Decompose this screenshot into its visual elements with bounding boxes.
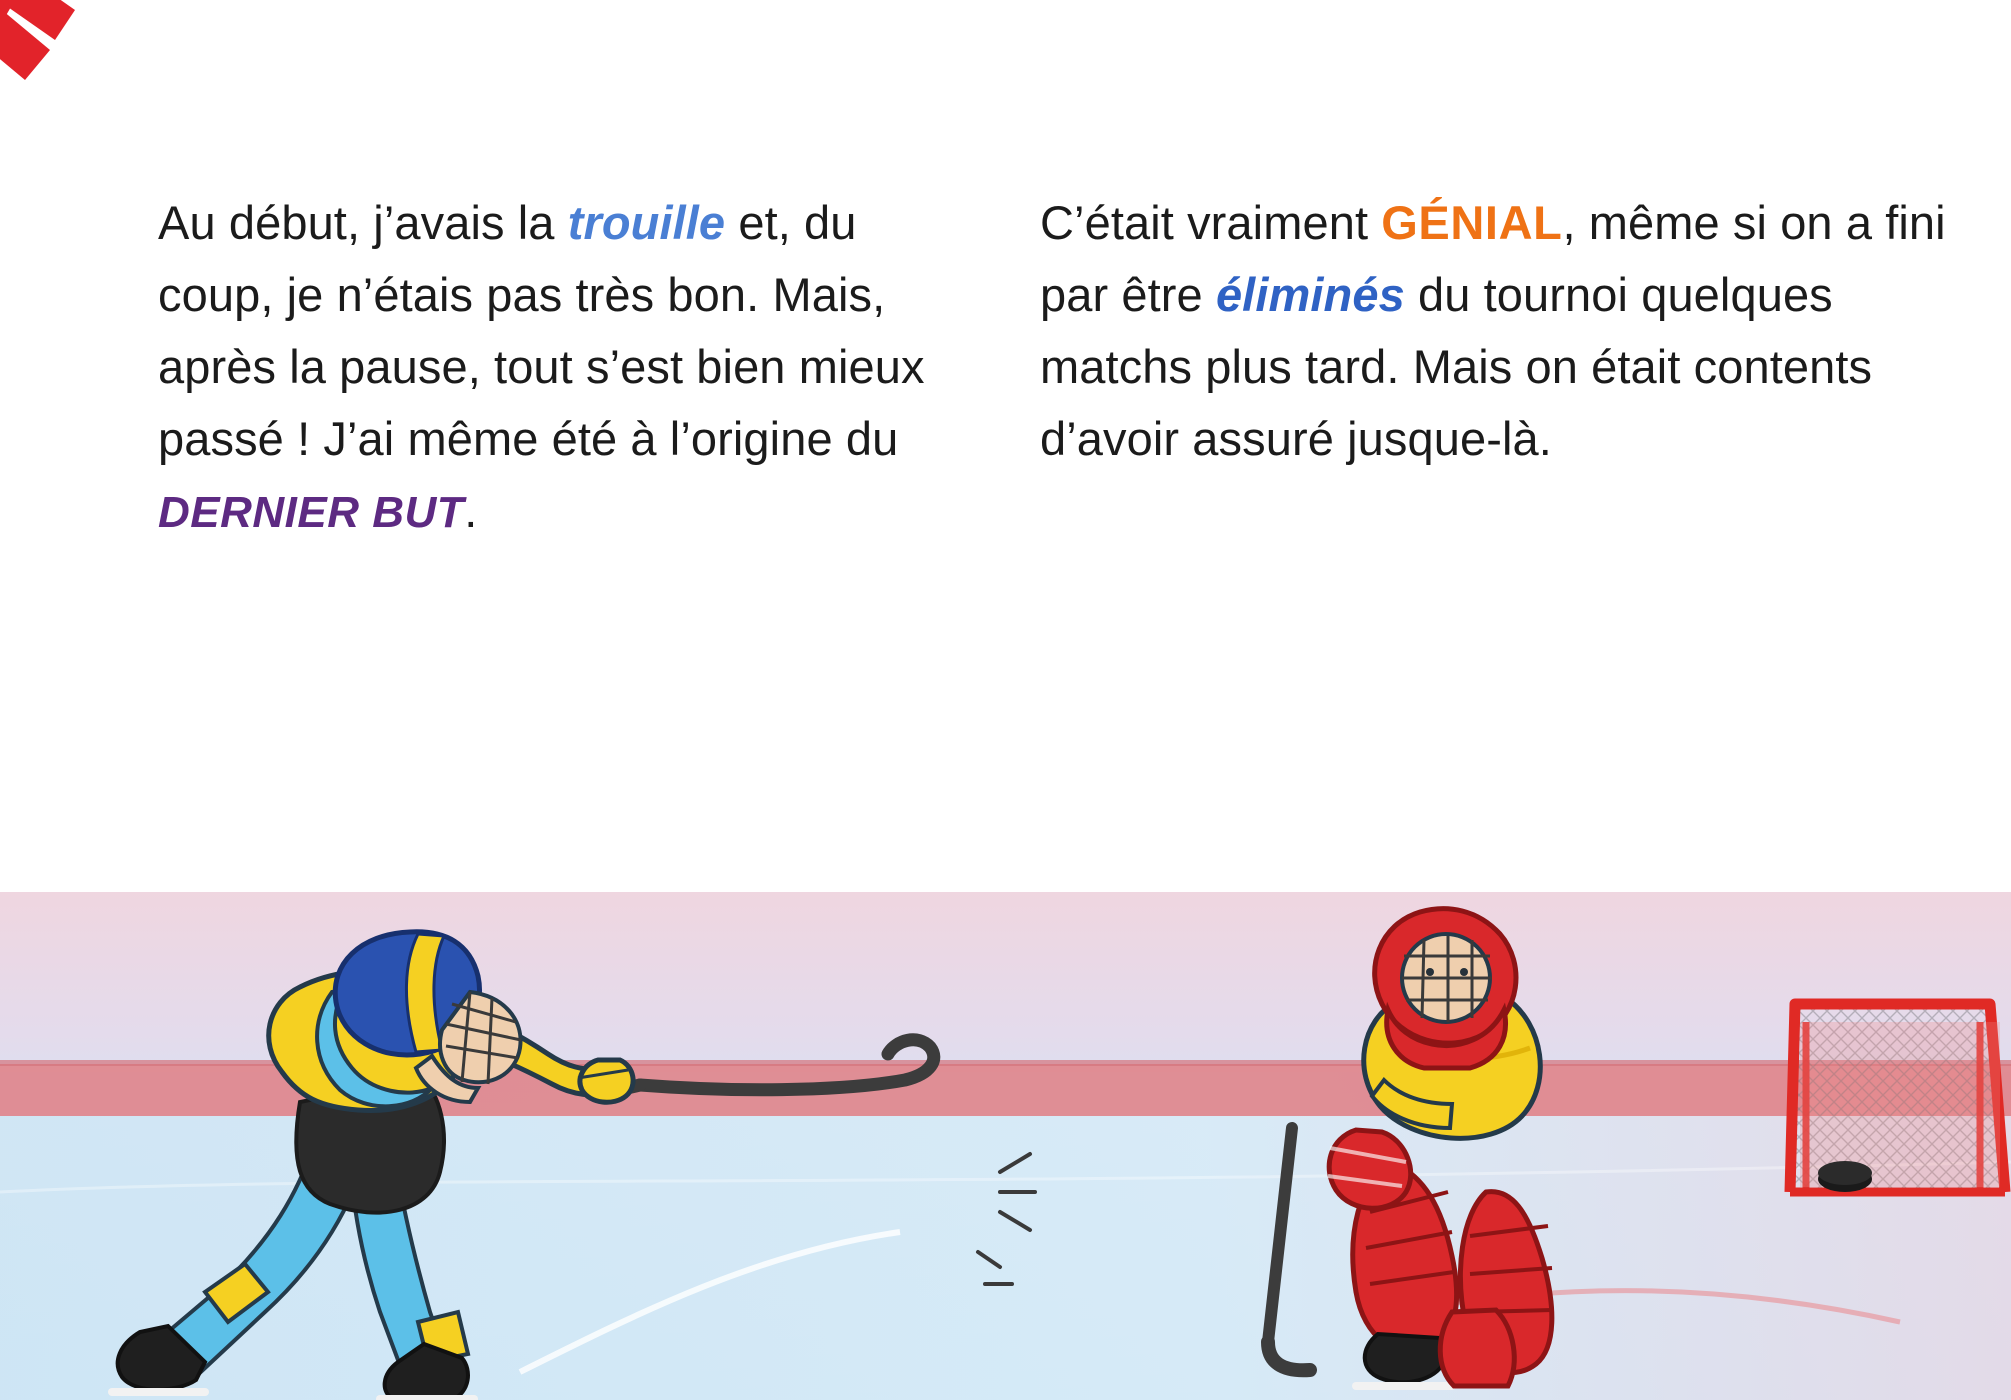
text-seg-2: et, du coup, je n’étais pas très bon. Mais, après la pause, tout s’est bien mieux passé ! J’ai même été à l’origine du bbox=[158, 196, 925, 465]
paragraph-right bbox=[1040, 187, 1951, 475]
hockey-goal bbox=[1790, 1004, 2005, 1192]
puck bbox=[1818, 1161, 1872, 1192]
page-text bbox=[0, 140, 2011, 840]
text-column-left bbox=[0, 140, 1010, 840]
text-seg-0: C’était vraiment bbox=[1040, 196, 1382, 249]
corner-decoration bbox=[0, 0, 160, 150]
goalie-lower-flap bbox=[1440, 1310, 1514, 1386]
text-seg-4: . bbox=[464, 483, 478, 537]
illustration-ice-hockey bbox=[0, 892, 2011, 1400]
paragraph-left bbox=[158, 187, 970, 547]
highlight-trouille: trouille bbox=[567, 196, 726, 249]
goalie-helmet bbox=[1375, 909, 1516, 1068]
red-corner-flag-shape bbox=[0, 0, 80, 80]
text-seg-2: , même si on a fini par être bbox=[1040, 196, 1946, 321]
text-column-right bbox=[1010, 140, 2011, 840]
highlight-dernier-but: DERNIER BUT bbox=[158, 487, 465, 537]
highlight-genial: GÉNIAL bbox=[1381, 196, 1563, 249]
text-seg-0: Au début, j’avais la bbox=[158, 196, 568, 249]
goalie-blocker bbox=[1329, 1130, 1411, 1208]
highlight-elimines: éliminés bbox=[1215, 267, 1405, 321]
text-seg-4: du tournoi quelques matchs plus tard. Mais on était contents d’avoir assuré jusque-là. bbox=[1040, 267, 1873, 465]
